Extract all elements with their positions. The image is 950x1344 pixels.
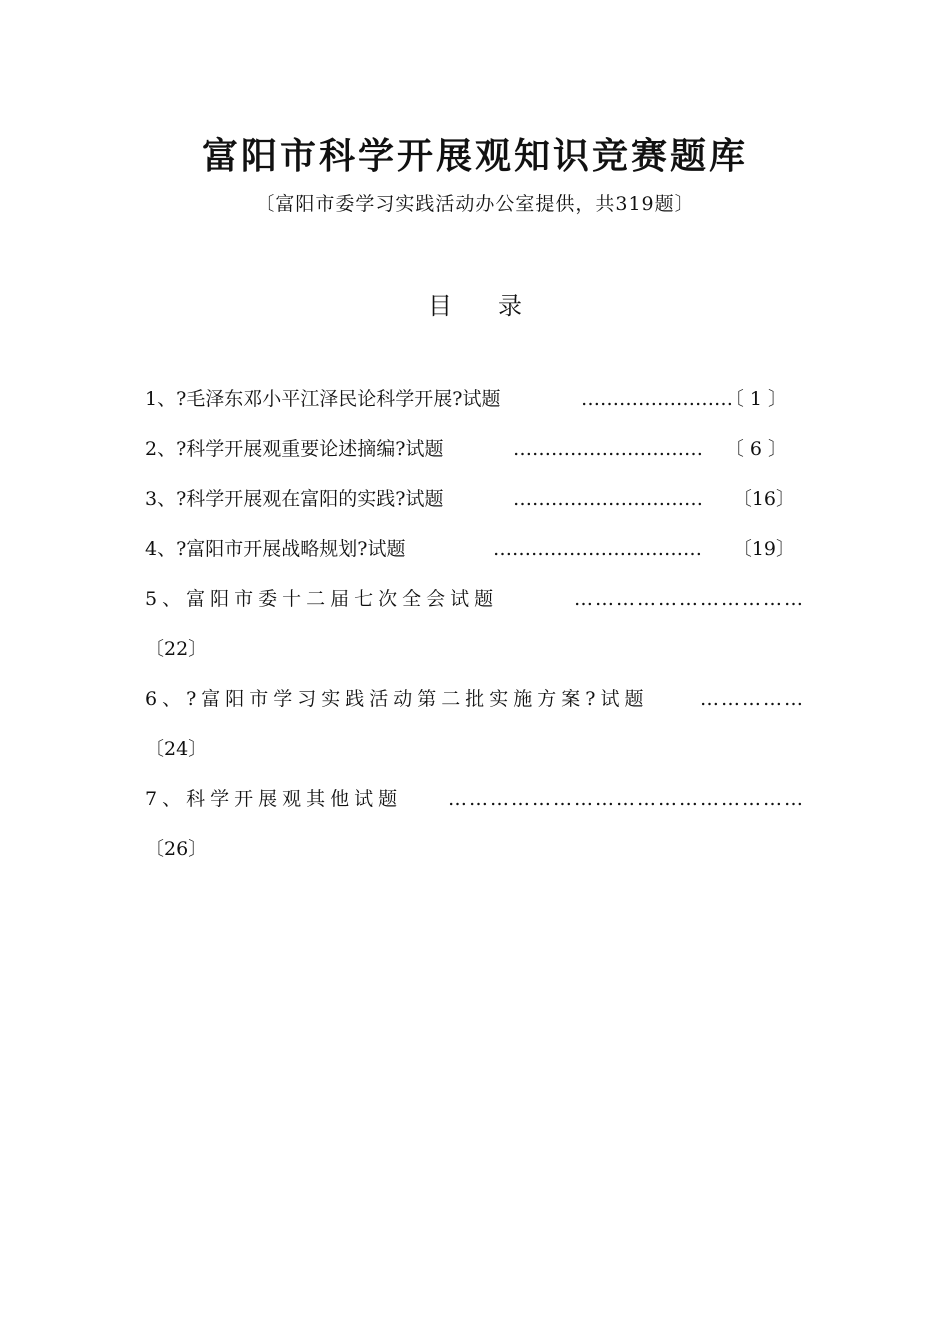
toc-item-leader: …………………………… xyxy=(574,588,805,610)
toc-item-label: 5、富阳市委十二届七次全会试题 xyxy=(145,588,499,610)
toc-item-label: 3、?科学开展观在富阳的实践?试题 xyxy=(145,488,444,510)
toc-item-leader: ………………………… xyxy=(513,488,703,510)
toc-item-page: 〔19〕 xyxy=(732,538,795,560)
toc-heading-char-1: 目 xyxy=(428,292,452,320)
toc-item-1[interactable] xyxy=(145,384,805,414)
toc-item-2[interactable] xyxy=(145,434,805,464)
toc-item-label: 2、?科学开展观重要论述摘编?试题 xyxy=(145,438,444,460)
toc-item-5-page: 〔22〕 xyxy=(145,638,208,660)
document-subtitle: 〔富阳市委学习实践活动办公室提供，共319题〕 xyxy=(255,193,695,215)
toc-item-3[interactable] xyxy=(145,484,805,514)
document-title: 富阳市科学开展观知识竞赛题库 xyxy=(201,135,748,177)
toc-item-6-page: 〔24〕 xyxy=(145,738,208,760)
toc-item-label: 7、科学开展观其他试题 xyxy=(145,788,403,810)
toc-item-label: 6、?富阳市学习实践活动第二批实施方案?试题 xyxy=(145,688,649,710)
toc-heading-char-2: 录 xyxy=(498,292,522,320)
toc-item-page: 〔 1 〕 xyxy=(724,388,787,410)
toc-item-5[interactable] xyxy=(145,584,805,614)
toc-item-4[interactable] xyxy=(145,534,805,564)
toc-item-leader: …………………………… xyxy=(493,538,702,560)
toc-heading xyxy=(0,286,950,321)
toc-item-page: 〔16〕 xyxy=(732,488,795,510)
toc-item-leader: …………………………………………… xyxy=(448,788,805,810)
toc-item-page: 〔 6 〕 xyxy=(724,438,787,460)
toc-item-label: 1、?毛泽东邓小平江泽民论科学开展?试题 xyxy=(145,388,501,410)
toc-item-7[interactable] xyxy=(145,784,805,814)
toc-item-leader: ………………………… xyxy=(513,438,703,460)
toc-item-leader: …………… xyxy=(700,688,805,710)
toc-item-label: 4、?富阳市开展战略规划?试题 xyxy=(145,538,406,560)
toc-item-7-page: 〔26〕 xyxy=(145,838,208,860)
toc-item-leader: …………………… xyxy=(581,388,733,410)
toc-item-6[interactable] xyxy=(145,684,805,714)
